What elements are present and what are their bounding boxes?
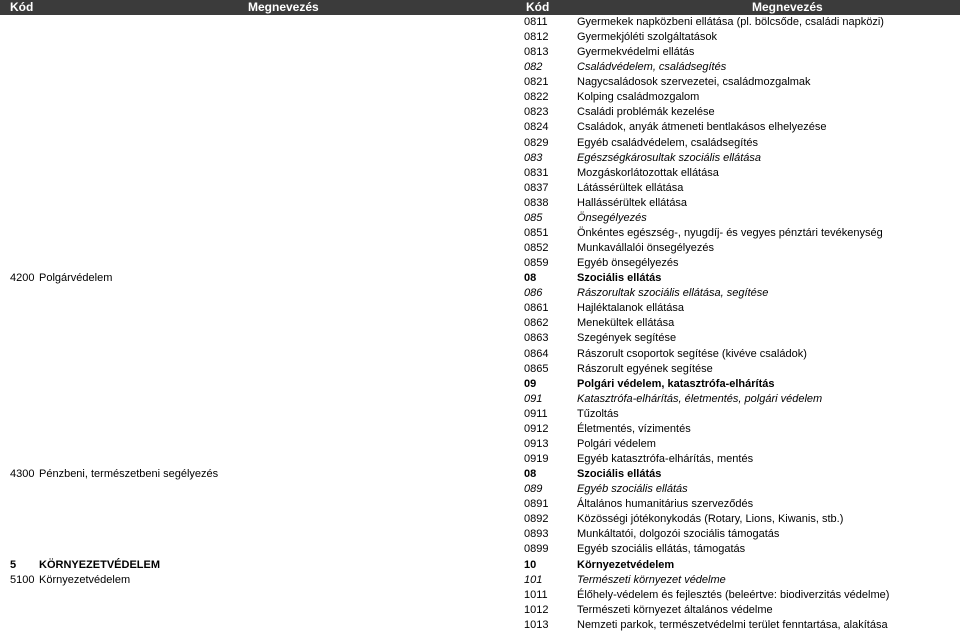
- left-code-cell: 5100: [10, 573, 35, 586]
- table-row: [0, 301, 960, 316]
- table-row: [0, 211, 960, 226]
- right-name-cell: Tűzoltás: [577, 407, 619, 420]
- right-code-cell: 089: [524, 483, 543, 496]
- table-row: [0, 558, 960, 573]
- right-code-cell: 0824: [524, 121, 549, 134]
- right-name-cell: Katasztrófa-elhárítás, életmentés, polgári védelem: [577, 392, 823, 405]
- header-left-name: Megnevezés: [248, 0, 319, 14]
- right-name-cell: Önkéntes egészség-, nyugdíj- és vegyes pénztári tevékenység: [577, 226, 883, 239]
- table-row: [0, 136, 960, 151]
- table-row: [0, 286, 960, 301]
- header-right-name: Megnevezés: [752, 0, 823, 14]
- right-name-cell: Rászorult egyének segítése: [577, 362, 713, 375]
- table-row: [0, 60, 960, 75]
- right-code-cell: 0851: [524, 226, 549, 239]
- table-row: [0, 512, 960, 527]
- right-name-cell: Természeti környezet általános védelme: [577, 603, 773, 616]
- right-code-cell: 0822: [524, 91, 549, 104]
- table-row: [0, 467, 960, 482]
- table-row: [0, 196, 960, 211]
- table-row: [0, 90, 960, 105]
- right-code-cell: 0862: [524, 317, 549, 330]
- right-code-cell: 0863: [524, 332, 549, 345]
- table-row: [0, 151, 960, 166]
- left-name-cell: Pénzbeni, természetbeni segélyezés: [39, 468, 219, 481]
- right-name-cell: Családok, anyák átmeneti bentlakásos elhelyezése: [577, 121, 827, 134]
- right-code-cell: 0892: [524, 513, 549, 526]
- right-code-cell: 0899: [524, 543, 549, 556]
- right-code-cell: 0852: [524, 242, 549, 255]
- right-name-cell: Életmentés, vízimentés: [577, 422, 691, 435]
- left-name-cell: KÖRNYEZETVÉDELEM: [39, 558, 161, 571]
- right-name-cell: Nemzeti parkok, természetvédelmi terület fenntartása, alakítása: [577, 618, 888, 631]
- right-code-cell: 0813: [524, 46, 549, 59]
- right-name-cell: Egészségkárosultak szociális ellátása: [577, 151, 762, 164]
- table-row: [0, 407, 960, 422]
- right-name-cell: Élőhely-védelem és fejlesztés (beleértve: biodiverzitás védelme): [577, 588, 890, 601]
- table-row: [0, 347, 960, 362]
- right-code-cell: 082: [524, 61, 543, 74]
- table-row: [0, 588, 960, 603]
- right-code-cell: 086: [524, 287, 543, 300]
- right-code-cell: 1012: [524, 603, 549, 616]
- right-name-cell: Hajléktalanok ellátása: [577, 302, 685, 315]
- right-code-cell: 1013: [524, 618, 549, 631]
- table-row: [0, 316, 960, 331]
- right-code-cell: 10: [524, 558, 537, 571]
- right-name-cell: Rászorult csoportok segítése (kivéve családok): [577, 347, 807, 360]
- right-code-cell: 091: [524, 392, 543, 405]
- right-name-cell: Önsegélyezés: [577, 211, 647, 224]
- table-row: [0, 271, 960, 286]
- right-name-cell: Természeti környezet védelme: [577, 573, 726, 586]
- table-row: [0, 166, 960, 181]
- right-code-cell: 08: [524, 272, 537, 285]
- table-row: [0, 618, 960, 633]
- right-name-cell: Szociális ellátás: [577, 468, 662, 481]
- table-row: [0, 452, 960, 467]
- left-name-cell: Polgárvédelem: [39, 272, 113, 285]
- right-name-cell: Munkáltatói, dolgozói szociális támogatás: [577, 528, 780, 541]
- right-code-cell: 085: [524, 211, 543, 224]
- right-code-cell: 0912: [524, 422, 549, 435]
- right-name-cell: Gyermekek napközbeni ellátása (pl. bölcsőde, családi napközi): [577, 16, 884, 28]
- right-code-cell: 083: [524, 151, 543, 164]
- left-code-cell: 5: [10, 558, 17, 571]
- right-code-cell: 0859: [524, 257, 549, 270]
- right-code-cell: 0893: [524, 528, 549, 541]
- right-code-cell: 0811: [524, 16, 548, 28]
- right-code-cell: 0821: [524, 76, 549, 89]
- table-row: [0, 226, 960, 241]
- right-code-cell: 0812: [524, 31, 549, 44]
- right-code-cell: 0861: [524, 302, 549, 315]
- table-row: [0, 75, 960, 90]
- right-name-cell: Egyéb szociális ellátás: [577, 483, 688, 496]
- right-name-cell: Családvédelem, családsegítés: [577, 61, 727, 74]
- table-row: [0, 105, 960, 120]
- right-code-cell: 09: [524, 377, 537, 390]
- table-row: [0, 30, 960, 45]
- right-code-cell: 1011: [524, 588, 548, 601]
- right-code-cell: 08: [524, 468, 537, 481]
- table-row: [0, 256, 960, 271]
- right-name-cell: Polgári védelem: [577, 437, 656, 450]
- table-row: [0, 331, 960, 346]
- table-row: [0, 422, 960, 437]
- right-code-cell: 0911: [524, 407, 548, 420]
- right-name-cell: Rászorultak szociális ellátása, segítése: [577, 287, 769, 300]
- right-code-cell: 0823: [524, 106, 549, 119]
- right-name-cell: Közösségi jótékonykodás (Rotary, Lions, Kiwanis, stb.): [577, 513, 844, 526]
- right-code-cell: 101: [524, 573, 543, 586]
- right-name-cell: Egyéb szociális ellátás, támogatás: [577, 543, 746, 556]
- table-row: [0, 377, 960, 392]
- left-name-cell: Környezetvédelem: [39, 573, 131, 586]
- table-row: [0, 362, 960, 377]
- right-name-cell: Hallássérültek ellátása: [577, 196, 688, 209]
- right-code-cell: 0864: [524, 347, 549, 360]
- right-name-cell: Nagycsaládosok szervezetei, családmozgalmak: [577, 76, 811, 89]
- table-row: [0, 603, 960, 618]
- right-name-cell: Általános humanitárius szerveződés: [577, 498, 754, 511]
- right-code-cell: 0831: [524, 166, 549, 179]
- right-name-cell: Gyermekvédelmi ellátás: [577, 46, 695, 59]
- right-code-cell: 0913: [524, 437, 549, 450]
- table-row: [0, 437, 960, 452]
- header-left-code: Kód: [10, 0, 34, 14]
- right-name-cell: Polgári védelem, katasztrófa-elhárítás: [577, 377, 775, 390]
- right-code-cell: 0829: [524, 136, 549, 149]
- left-code-cell: 4200: [10, 272, 35, 285]
- right-name-cell: Egyéb családvédelem, családsegítés: [577, 136, 758, 149]
- table-row: [0, 45, 960, 60]
- right-name-cell: Munkavállalói önsegélyezés: [577, 242, 714, 255]
- table-row: [0, 482, 960, 497]
- table-row: [0, 527, 960, 542]
- right-name-cell: Szegények segítése: [577, 332, 677, 345]
- table-row: [0, 120, 960, 135]
- table-header: [0, 0, 960, 15]
- table-row: [0, 15, 960, 30]
- table-row: [0, 497, 960, 512]
- right-code-cell: 0838: [524, 196, 549, 209]
- table-row: [0, 573, 960, 588]
- right-code-cell: 0891: [524, 498, 549, 511]
- right-name-cell: Szociális ellátás: [577, 272, 662, 285]
- table-row: [0, 241, 960, 256]
- right-name-cell: Környezetvédelem: [577, 558, 675, 571]
- right-name-cell: Kolping családmozgalom: [577, 91, 700, 104]
- right-code-cell: 0865: [524, 362, 549, 375]
- right-name-cell: Mozgáskorlátozottak ellátása: [577, 166, 719, 179]
- right-name-cell: Látássérültek ellátása: [577, 181, 684, 194]
- right-name-cell: Egyéb önsegélyezés: [577, 257, 679, 270]
- table-row: [0, 392, 960, 407]
- left-code-cell: 4300: [10, 468, 35, 481]
- right-name-cell: Gyermekjóléti szolgáltatások: [577, 31, 718, 44]
- right-name-cell: Egyéb katasztrófa-elhárítás, mentés: [577, 453, 754, 466]
- right-name-cell: Családi problémák kezelése: [577, 106, 715, 119]
- header-right-code: Kód: [526, 0, 550, 14]
- right-code-cell: 0837: [524, 181, 549, 194]
- table-row: [0, 542, 960, 557]
- table-row: [0, 181, 960, 196]
- right-code-cell: 0919: [524, 453, 549, 466]
- right-name-cell: Menekültek ellátása: [577, 317, 675, 330]
